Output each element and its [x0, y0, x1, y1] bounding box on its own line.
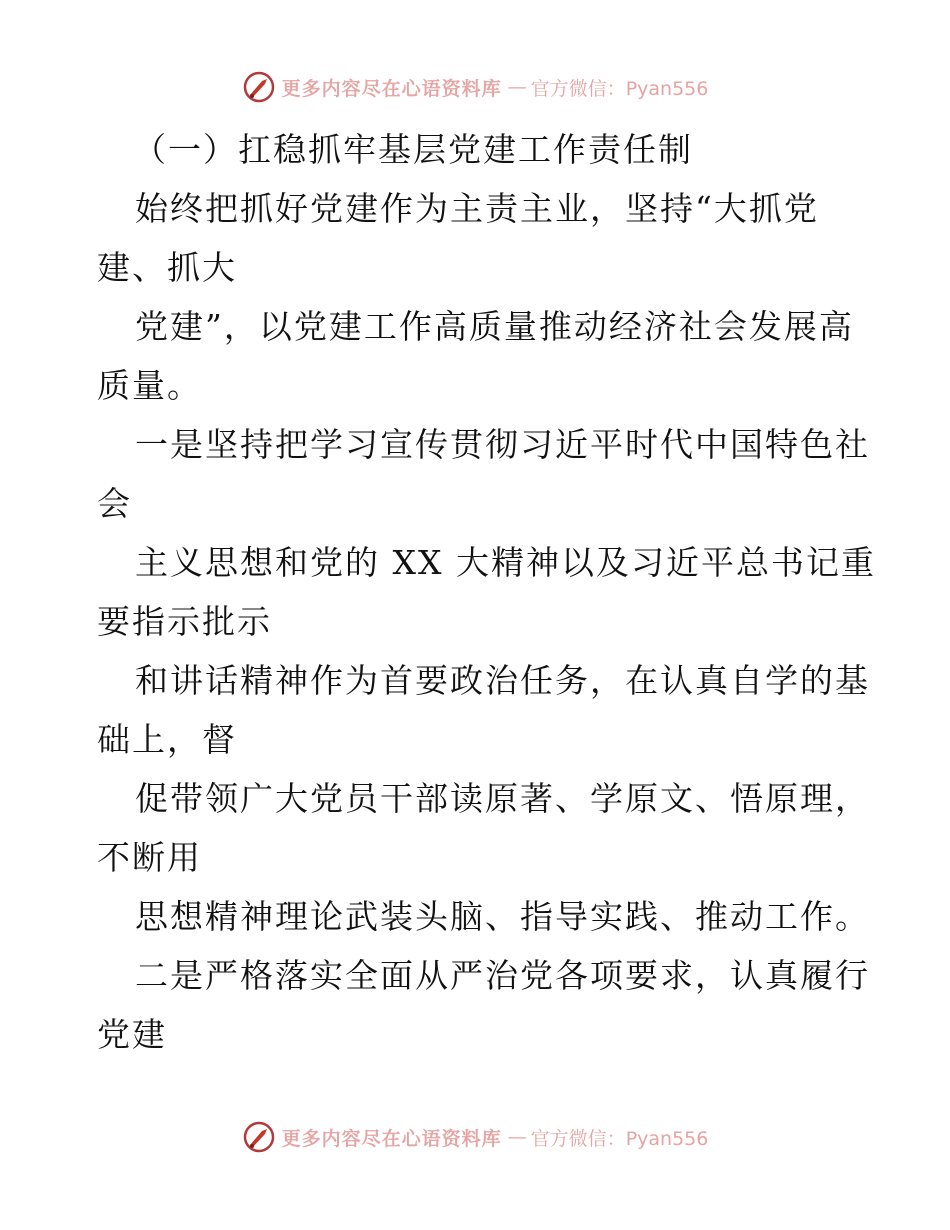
paragraph-line: 质量。	[97, 366, 202, 405]
paragraph-line: 党建	[97, 1015, 167, 1054]
paragraph-line: 始终把抓好党建作为主责主业，坚持“大抓党	[135, 189, 819, 228]
paragraph-line: 一是坚持把学习宣传贯彻习近平时代中国特色社	[135, 425, 870, 464]
watermark-account-id: Pyan556	[625, 77, 709, 100]
document-body	[97, 120, 876, 1064]
section-heading: （一）扛稳抓牢基层党建工作责任制	[133, 130, 693, 169]
paragraph-line: 党建”，以党建工作高质量推动经济社会发展高	[135, 307, 854, 346]
paragraph-line: 础上，督	[97, 720, 237, 759]
paragraph-line: 建、抓大	[97, 248, 237, 287]
watermark-account-id: Pyan556	[625, 1127, 709, 1150]
paragraph-line: 二是严格落实全面从严治党各项要求，认真履行	[135, 956, 870, 995]
watermark-account	[531, 74, 709, 101]
paragraph-line: 主义思想和党的 XX 大精神以及习近平总书记重	[135, 543, 876, 582]
paragraph-line: 会	[97, 484, 132, 523]
paragraph-line: 思想精神理论武装头脑、指导实践、推动工作。	[135, 897, 870, 936]
watermark-separator: —	[507, 1126, 525, 1148]
header-watermark	[0, 70, 950, 104]
watermark-account-label: 官方微信：	[530, 1127, 626, 1150]
watermark-separator: —	[507, 76, 525, 98]
watermark-text: 更多内容尽在心语资料库	[281, 77, 502, 100]
watermark-account	[531, 1124, 709, 1151]
paragraph-line: 促带领广大党员干部读原著、学原文、悟原理，	[135, 779, 870, 818]
paragraph-line: 和讲话精神作为首要政治任务，在认真自学的基	[135, 661, 870, 700]
paragraph-line: 要指示批示	[97, 602, 272, 641]
watermark-account-label: 官方微信：	[530, 77, 626, 100]
pen-nib-icon	[242, 1120, 276, 1154]
pen-nib-icon	[242, 70, 276, 104]
footer-watermark	[0, 1120, 950, 1154]
watermark-text: 更多内容尽在心语资料库	[281, 1127, 502, 1150]
paragraph-line: 不断用	[97, 838, 202, 877]
